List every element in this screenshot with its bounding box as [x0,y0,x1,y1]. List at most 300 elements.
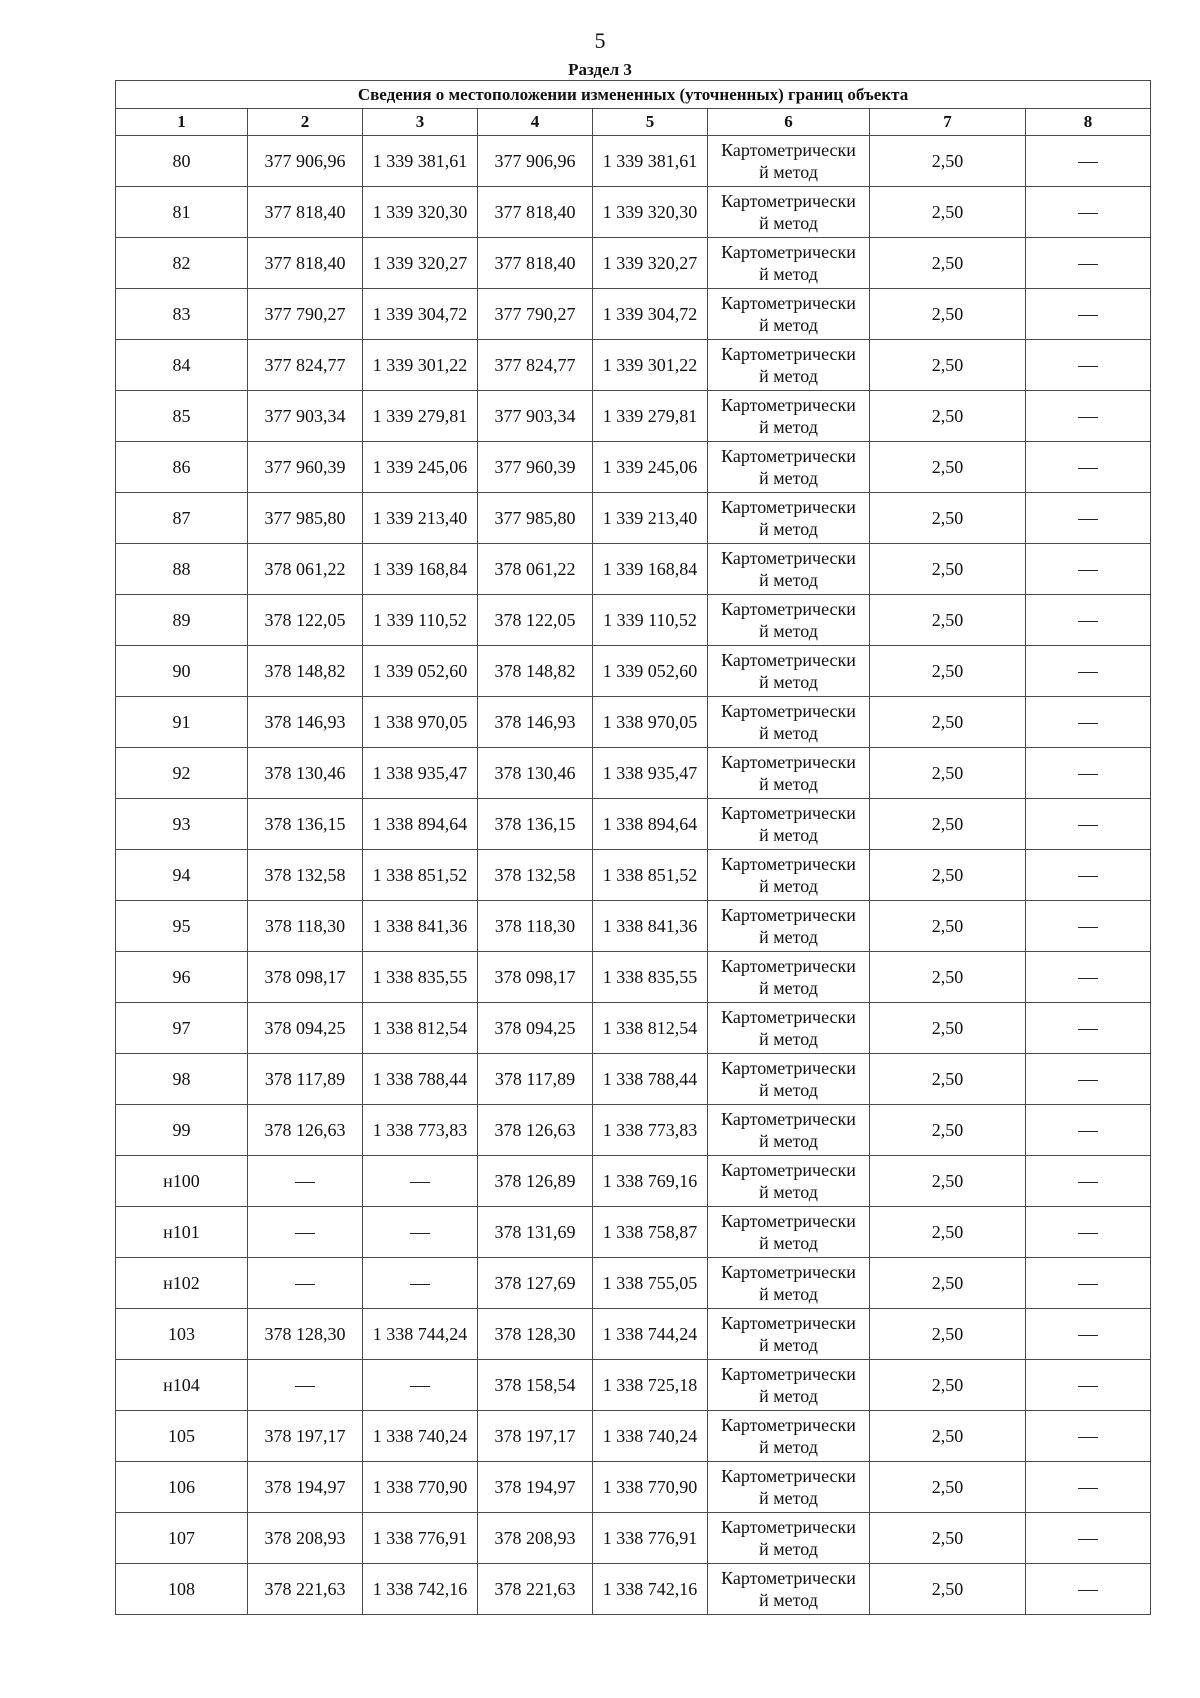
x-old-cell [248,1360,363,1411]
y-old-cell [363,1207,478,1258]
column-header: 3 [363,109,478,136]
column-8-cell [1026,1054,1151,1105]
x-old-cell: 377 960,39 [248,442,363,493]
y-old-cell: 1 338 841,36 [363,901,478,952]
x-old-cell: 378 094,25 [248,1003,363,1054]
y-new-cell: 1 339 304,72 [593,289,708,340]
y-old-cell: 1 338 812,54 [363,1003,478,1054]
point-number-cell: н100 [116,1156,248,1207]
table-row [116,1564,1151,1615]
x-new-cell: 378 146,93 [478,697,593,748]
method-cell: Картометрически й метод [708,1513,870,1564]
x-new-cell: 378 094,25 [478,1003,593,1054]
accuracy-cell: 2,50 [870,595,1026,646]
table-row [116,391,1151,442]
x-old-cell: 378 197,17 [248,1411,363,1462]
x-new-cell: 378 127,69 [478,1258,593,1309]
accuracy-cell: 2,50 [870,1156,1026,1207]
x-old-cell: 378 208,93 [248,1513,363,1564]
y-new-cell: 1 339 320,27 [593,238,708,289]
y-new-cell: 1 338 769,16 [593,1156,708,1207]
x-new-cell: 378 208,93 [478,1513,593,1564]
point-number-cell: 86 [116,442,248,493]
y-old-cell: 1 338 970,05 [363,697,478,748]
y-new-cell: 1 339 279,81 [593,391,708,442]
y-old-cell: 1 339 301,22 [363,340,478,391]
column-8-cell [1026,1309,1151,1360]
y-new-cell: 1 338 812,54 [593,1003,708,1054]
method-cell: Картометрически й метод [708,1207,870,1258]
dash-mark [1078,1284,1098,1285]
x-new-cell: 377 906,96 [478,136,593,187]
dash-mark [1078,468,1098,469]
column-header: 7 [870,109,1026,136]
section-title: Раздел 3 [568,60,632,79]
table-row [116,1156,1151,1207]
accuracy-cell: 2,50 [870,1003,1026,1054]
y-new-cell: 1 338 894,64 [593,799,708,850]
dash-mark [1078,876,1098,877]
table-body [116,136,1151,1615]
x-new-cell: 378 126,63 [478,1105,593,1156]
y-new-cell: 1 338 788,44 [593,1054,708,1105]
point-number-cell: 93 [116,799,248,850]
column-8-cell [1026,1564,1151,1615]
x-old-cell [248,1258,363,1309]
x-new-cell: 378 098,17 [478,952,593,1003]
x-new-cell: 378 118,30 [478,901,593,952]
accuracy-cell: 2,50 [870,238,1026,289]
x-new-cell: 377 790,27 [478,289,593,340]
x-old-cell: 377 790,27 [248,289,363,340]
y-old-cell [363,1156,478,1207]
x-new-cell: 378 061,22 [478,544,593,595]
x-new-cell: 378 148,82 [478,646,593,697]
point-number-cell: 92 [116,748,248,799]
dash-mark [1078,1590,1098,1591]
column-8-cell [1026,187,1151,238]
method-cell: Картометрически й метод [708,1564,870,1615]
column-8-cell [1026,901,1151,952]
column-8-cell [1026,1360,1151,1411]
point-number-cell: 84 [116,340,248,391]
dash-mark [1078,927,1098,928]
x-old-cell: 377 818,40 [248,187,363,238]
x-new-cell: 378 128,30 [478,1309,593,1360]
y-old-cell: 1 339 279,81 [363,391,478,442]
column-header: 5 [593,109,708,136]
accuracy-cell: 2,50 [870,1207,1026,1258]
x-new-cell: 378 130,46 [478,748,593,799]
accuracy-cell: 2,50 [870,697,1026,748]
method-cell: Картометрически й метод [708,187,870,238]
point-number-cell: 82 [116,238,248,289]
y-old-cell: 1 338 835,55 [363,952,478,1003]
table-row [116,952,1151,1003]
accuracy-cell: 2,50 [870,1360,1026,1411]
table-row [116,748,1151,799]
accuracy-cell: 2,50 [870,493,1026,544]
x-new-cell: 378 122,05 [478,595,593,646]
x-old-cell: 377 903,34 [248,391,363,442]
x-old-cell: 378 148,82 [248,646,363,697]
y-old-cell: 1 339 168,84 [363,544,478,595]
dash-mark [1078,1080,1098,1081]
x-old-cell: 378 117,89 [248,1054,363,1105]
y-old-cell: 1 338 773,83 [363,1105,478,1156]
dash-mark [1078,774,1098,775]
x-new-cell: 378 136,15 [478,799,593,850]
dash-mark [1078,1488,1098,1489]
table-row [116,850,1151,901]
method-cell: Картометрически й метод [708,646,870,697]
x-new-cell: 378 221,63 [478,1564,593,1615]
accuracy-cell: 2,50 [870,391,1026,442]
x-old-cell: 378 132,58 [248,850,363,901]
y-old-cell: 1 338 770,90 [363,1462,478,1513]
table-row [116,442,1151,493]
y-new-cell: 1 338 758,87 [593,1207,708,1258]
y-old-cell: 1 339 110,52 [363,595,478,646]
dash-mark [410,1233,430,1234]
x-new-cell: 378 197,17 [478,1411,593,1462]
x-old-cell: 377 818,40 [248,238,363,289]
dash-mark [295,1233,315,1234]
column-8-cell [1026,1003,1151,1054]
point-number-cell: 95 [116,901,248,952]
column-8-cell [1026,799,1151,850]
accuracy-cell: 2,50 [870,850,1026,901]
dash-mark [1078,162,1098,163]
accuracy-cell: 2,50 [870,1105,1026,1156]
point-number-cell: 96 [116,952,248,1003]
method-cell: Картометрически й метод [708,1258,870,1309]
method-cell: Картометрически й метод [708,1156,870,1207]
method-cell: Картометрически й метод [708,697,870,748]
y-new-cell: 1 339 110,52 [593,595,708,646]
accuracy-cell: 2,50 [870,799,1026,850]
x-new-cell: 377 818,40 [478,238,593,289]
column-header: 8 [1026,109,1151,136]
dash-mark [1078,1539,1098,1540]
accuracy-cell: 2,50 [870,442,1026,493]
method-cell: Картометрически й метод [708,595,870,646]
y-old-cell: 1 338 740,24 [363,1411,478,1462]
dash-mark [1078,621,1098,622]
dash-mark [1078,570,1098,571]
x-old-cell: 377 824,77 [248,340,363,391]
method-cell: Картометрически й метод [708,1003,870,1054]
dash-mark [1078,1182,1098,1183]
column-8-cell [1026,289,1151,340]
y-old-cell: 1 339 304,72 [363,289,478,340]
x-old-cell: 377 985,80 [248,493,363,544]
y-old-cell: 1 339 320,30 [363,187,478,238]
x-new-cell: 377 960,39 [478,442,593,493]
y-new-cell: 1 338 725,18 [593,1360,708,1411]
table-row [116,1513,1151,1564]
column-8-cell [1026,340,1151,391]
table-row [116,289,1151,340]
method-cell: Картометрически й метод [708,544,870,595]
method-cell: Картометрически й метод [708,901,870,952]
column-8-cell [1026,238,1151,289]
y-old-cell: 1 339 052,60 [363,646,478,697]
accuracy-cell: 2,50 [870,289,1026,340]
x-new-cell: 378 131,69 [478,1207,593,1258]
dash-mark [295,1182,315,1183]
point-number-cell: 85 [116,391,248,442]
table-row [116,595,1151,646]
column-header: 2 [248,109,363,136]
x-new-cell: 377 903,34 [478,391,593,442]
accuracy-cell: 2,50 [870,1258,1026,1309]
column-8-cell [1026,136,1151,187]
column-8-cell [1026,544,1151,595]
column-8-cell [1026,850,1151,901]
y-new-cell: 1 338 770,90 [593,1462,708,1513]
y-new-cell: 1 338 740,24 [593,1411,708,1462]
method-cell: Картометрически й метод [708,289,870,340]
x-old-cell [248,1207,363,1258]
dash-mark [1078,672,1098,673]
y-old-cell: 1 339 213,40 [363,493,478,544]
y-old-cell: 1 338 742,16 [363,1564,478,1615]
y-old-cell: 1 338 851,52 [363,850,478,901]
dash-mark [1078,1437,1098,1438]
method-cell: Картометрически й метод [708,1105,870,1156]
table-row [116,1003,1151,1054]
dash-mark [1078,264,1098,265]
point-number-cell: 108 [116,1564,248,1615]
x-old-cell: 378 128,30 [248,1309,363,1360]
accuracy-cell: 2,50 [870,1513,1026,1564]
column-header: 1 [116,109,248,136]
y-new-cell: 1 338 742,16 [593,1564,708,1615]
table-row [116,646,1151,697]
column-8-cell [1026,493,1151,544]
table-row [116,1105,1151,1156]
point-number-cell: 103 [116,1309,248,1360]
accuracy-cell: 2,50 [870,952,1026,1003]
column-8-cell [1026,1411,1151,1462]
method-cell: Картометрически й метод [708,850,870,901]
method-cell: Картометрически й метод [708,952,870,1003]
y-old-cell [363,1258,478,1309]
accuracy-cell: 2,50 [870,901,1026,952]
table-row [116,1360,1151,1411]
accuracy-cell: 2,50 [870,1054,1026,1105]
x-old-cell: 378 136,15 [248,799,363,850]
accuracy-cell: 2,50 [870,340,1026,391]
point-number-cell: 99 [116,1105,248,1156]
y-new-cell: 1 338 776,91 [593,1513,708,1564]
point-number-cell: 98 [116,1054,248,1105]
y-old-cell: 1 338 776,91 [363,1513,478,1564]
y-new-cell: 1 338 773,83 [593,1105,708,1156]
point-number-cell: 87 [116,493,248,544]
point-number-cell: н101 [116,1207,248,1258]
table-row [116,1309,1151,1360]
column-header: 6 [708,109,870,136]
column-8-cell [1026,1462,1151,1513]
y-new-cell: 1 339 301,22 [593,340,708,391]
point-number-cell: 81 [116,187,248,238]
method-cell: Картометрически й метод [708,1462,870,1513]
table-row [116,340,1151,391]
y-old-cell [363,1360,478,1411]
point-number-cell: 97 [116,1003,248,1054]
column-8-cell [1026,391,1151,442]
method-cell: Картометрически й метод [708,1411,870,1462]
column-8-cell [1026,952,1151,1003]
method-cell: Картометрически й метод [708,748,870,799]
accuracy-cell: 2,50 [870,1309,1026,1360]
dash-mark [1078,1233,1098,1234]
dash-mark [1078,1029,1098,1030]
point-number-cell: 106 [116,1462,248,1513]
table-row [116,901,1151,952]
point-number-cell: н102 [116,1258,248,1309]
accuracy-cell: 2,50 [870,646,1026,697]
method-cell: Картометрически й метод [708,238,870,289]
table-caption: Сведения о местоположении измененных (уточненных) границ объекта [116,81,1151,109]
page-number: 5 [594,28,606,53]
dash-mark [1078,213,1098,214]
table-row [116,1207,1151,1258]
column-header-row [116,109,1151,136]
table-row [116,493,1151,544]
x-old-cell: 378 126,63 [248,1105,363,1156]
y-new-cell: 1 339 213,40 [593,493,708,544]
y-old-cell: 1 339 320,27 [363,238,478,289]
y-new-cell: 1 338 935,47 [593,748,708,799]
dash-mark [1078,978,1098,979]
accuracy-cell: 2,50 [870,1411,1026,1462]
method-cell: Картометрически й метод [708,136,870,187]
method-cell: Картометрически й метод [708,799,870,850]
point-number-cell: 89 [116,595,248,646]
dash-mark [410,1284,430,1285]
x-old-cell: 378 118,30 [248,901,363,952]
accuracy-cell: 2,50 [870,544,1026,595]
method-cell: Картометрически й метод [708,340,870,391]
column-8-cell [1026,442,1151,493]
y-old-cell: 1 339 381,61 [363,136,478,187]
x-new-cell: 378 132,58 [478,850,593,901]
dash-mark [410,1182,430,1183]
accuracy-cell: 2,50 [870,136,1026,187]
column-8-cell [1026,595,1151,646]
point-number-cell: 88 [116,544,248,595]
y-new-cell: 1 338 835,55 [593,952,708,1003]
table-row [116,544,1151,595]
point-number-cell: 90 [116,646,248,697]
table-row [116,1462,1151,1513]
method-cell: Картометрически й метод [708,1054,870,1105]
x-new-cell: 378 194,97 [478,1462,593,1513]
x-new-cell: 378 117,89 [478,1054,593,1105]
method-cell: Картометрически й метод [708,442,870,493]
x-old-cell: 378 146,93 [248,697,363,748]
point-number-cell: 80 [116,136,248,187]
dash-mark [295,1284,315,1285]
table-row [116,1411,1151,1462]
table-row [116,697,1151,748]
y-new-cell: 1 339 320,30 [593,187,708,238]
x-new-cell: 377 818,40 [478,187,593,238]
y-new-cell: 1 339 381,61 [593,136,708,187]
column-header: 4 [478,109,593,136]
column-8-cell [1026,697,1151,748]
y-old-cell: 1 338 788,44 [363,1054,478,1105]
column-8-cell [1026,1258,1151,1309]
x-new-cell: 377 985,80 [478,493,593,544]
table-row [116,1054,1151,1105]
accuracy-cell: 2,50 [870,1564,1026,1615]
x-old-cell: 377 906,96 [248,136,363,187]
column-8-cell [1026,1156,1151,1207]
dash-mark [1078,825,1098,826]
table-row [116,136,1151,187]
boundary-coordinates-table [115,80,1151,1615]
point-number-cell: 107 [116,1513,248,1564]
table-row [116,187,1151,238]
y-new-cell: 1 338 841,36 [593,901,708,952]
method-cell: Картометрически й метод [708,1360,870,1411]
point-number-cell: 105 [116,1411,248,1462]
y-old-cell: 1 339 245,06 [363,442,478,493]
dash-mark [1078,1386,1098,1387]
y-new-cell: 1 338 744,24 [593,1309,708,1360]
dash-mark [1078,1131,1098,1132]
table-row [116,238,1151,289]
x-new-cell: 377 824,77 [478,340,593,391]
column-8-cell [1026,1105,1151,1156]
dash-mark [1078,417,1098,418]
point-number-cell: 91 [116,697,248,748]
x-new-cell: 378 158,54 [478,1360,593,1411]
column-8-cell [1026,1207,1151,1258]
point-number-cell: 83 [116,289,248,340]
y-new-cell: 1 339 052,60 [593,646,708,697]
y-new-cell: 1 338 755,05 [593,1258,708,1309]
x-new-cell: 378 126,89 [478,1156,593,1207]
method-cell: Картометрически й метод [708,1309,870,1360]
x-old-cell: 378 130,46 [248,748,363,799]
point-number-cell: 94 [116,850,248,901]
dash-mark [295,1386,315,1387]
column-8-cell [1026,646,1151,697]
point-number-cell: н104 [116,1360,248,1411]
x-old-cell: 378 061,22 [248,544,363,595]
dash-mark [1078,1335,1098,1336]
y-new-cell: 1 338 970,05 [593,697,708,748]
accuracy-cell: 2,50 [870,748,1026,799]
table-caption-row [116,81,1151,109]
table-row [116,1258,1151,1309]
y-old-cell: 1 338 935,47 [363,748,478,799]
x-old-cell: 378 122,05 [248,595,363,646]
accuracy-cell: 2,50 [870,1462,1026,1513]
y-new-cell: 1 339 245,06 [593,442,708,493]
dash-mark [1078,366,1098,367]
y-old-cell: 1 338 744,24 [363,1309,478,1360]
dash-mark [1078,315,1098,316]
x-old-cell [248,1156,363,1207]
method-cell: Картометрически й метод [708,391,870,442]
dash-mark [1078,519,1098,520]
